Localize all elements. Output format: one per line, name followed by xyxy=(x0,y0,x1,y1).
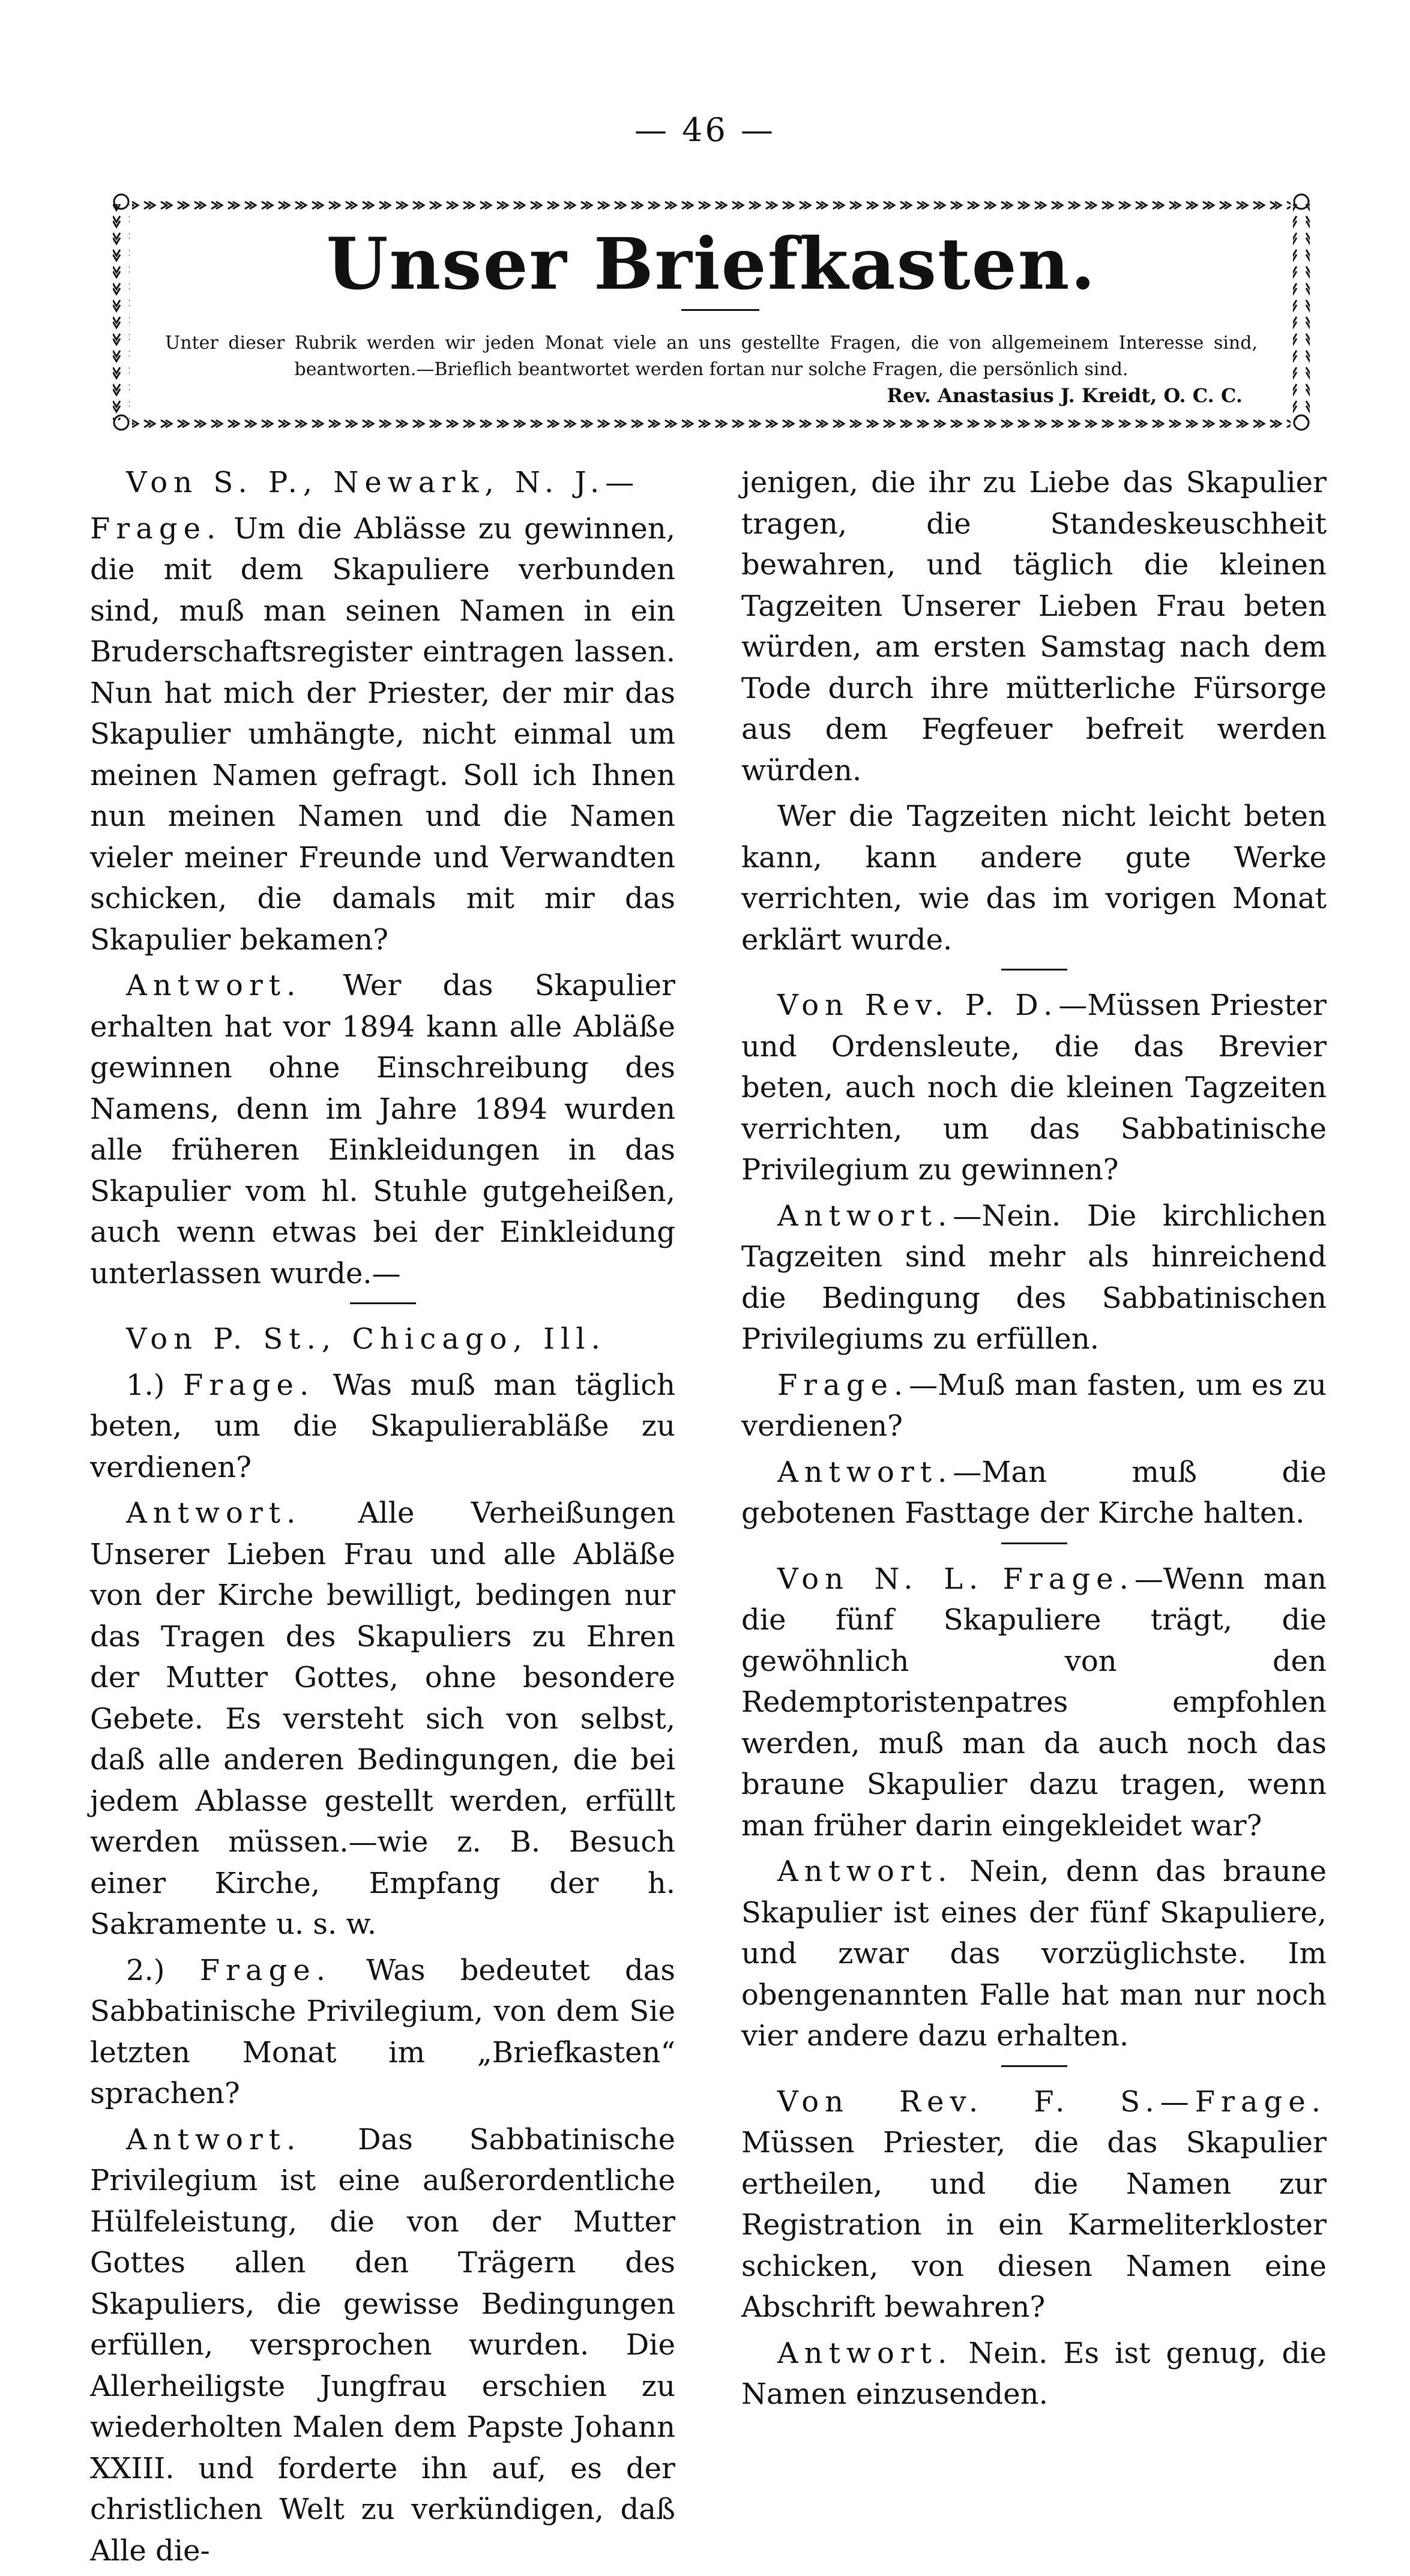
separator xyxy=(350,1302,416,1304)
answer-continued: jenigen, die ihr zu Liebe das Skapulier tragen, die Standeskeuschheit bewahren, und täglich die kleinen Tagzeiten Unserer Lieben Frau beten würden, am ersten Samstag nach dem Tode durch ihre mütterliche Fürsorge aus dem Fegfeuer befreit werden würden. xyxy=(741,466,1327,787)
right-column xyxy=(741,462,1327,2420)
answer: Antwort.—Nein. Die kirchlichen Tagzeiten sind mehr als hinreichend die Bedingung des Sabbatinischen Privilegiums zu erfüllen. xyxy=(741,1199,1327,1356)
page-title: Unser Briefkasten. xyxy=(326,222,1097,305)
answer: Antwort.—Man muß die gebotenen Fasttage der Kirche halten. xyxy=(741,1455,1327,1530)
question: Frage.—Muß man fasten, um es zu verdienen? xyxy=(741,1368,1327,1443)
text-columns xyxy=(90,462,1327,2568)
question: Frage. Um die Ablässe zu gewinnen, die mit dem Skapuliere verbunden sind, muß man seinen Namen in ein Bruderschaftsregister eintragen lassen. Nun hat mich der Priester, der mir das Skapulier umhängte, nicht einmal um meinen Namen gefragt. Soll ich Ihnen nun meinen Namen und die Namen vieler meiner Freunde und Verwandten schicken, die damals mit mir das Skapulier bekamen? xyxy=(90,511,675,957)
question: Von N. L. Frage.—Wenn man die fünf Skapuliere trägt, die gewöhnlich von den Redemptoristenpatres empfohlen werden, muß man da auch noch das braune Skapulier dazu tragen, wenn man früher darin eingekleidet war? xyxy=(741,1562,1327,1843)
page-number: — 46 — xyxy=(634,111,776,149)
answer: Antwort. Alle Verheißungen Unserer Lieben Frau und alle Abläße von der Kirche bewilligt, bedingen nur das Tragen des Skapuliers zu Ehren der Mutter Gottes, ohne besondere Gebete. Es versteht sich von selbst, daß alle anderen Bedingungen, die bei jedem Ablasse gestellt werden, erfüllt werden müssen.—wie z. B. Besuch einer Kirche, Empfang der h. Sakramente u. s. w. xyxy=(90,1496,675,1941)
question: 1.) Frage. Was muß man täglich beten, um die Skapulierabläße zu verdienen? xyxy=(90,1368,675,1484)
title-rule xyxy=(681,309,759,311)
answer: Antwort. Das Sabbatinische Privilegium ist eine außerordentliche Hülfeleistung, die von der Mutter Gottes allen den Trägern des Skapuliers, die gewisse Bedingungen erfüllen, versprochen wurden. Die Allerheiligste Jungfrau erschien zu wiederholten Malen dem Papste Johann XXIII. und forderte ihn auf, es der christlichen Welt zu verkündigen, daß Alle die- xyxy=(90,2122,675,2568)
answer: Antwort. Wer das Skapulier erhalten hat vor 1894 kann alle Abläße gewinnen ohne Einschreibung des Namens, denn im Jahre 1894 wurden alle früheren Einkleidungen in das Skapulier vom hl. Stuhle gutgeheißen, auch wenn etwas bei der Einkleidung unterlassen wurde.— xyxy=(90,969,675,1290)
answer: Antwort. Nein. Es ist genug, die Namen einzusenden. xyxy=(741,2336,1327,2411)
question: Von Rev. F. S.—Frage. Müssen Priester, die das Skapulier ertheilen, und die Namen zur Registration in ein Karmeliterkloster schicken, von diesen Namen eine Abschrift bewahren? xyxy=(741,2084,1327,2324)
separator xyxy=(1001,1542,1067,1544)
question: Von Rev. P. D.—Müssen Priester und Ordensleute, die das Brevier beten, auch noch die kleinen Tagzeiten verrichten, um das Sabbatinische Privilegium zu gewinnen? xyxy=(741,989,1327,1187)
left-column xyxy=(90,462,675,2576)
answer: Antwort. Nein, denn das braune Skapulier ist eines der fünf Skapuliere, und zwar das vorzüglichste. Im obengenannten Falle hat man nur noch vier andere dazu erhalten. xyxy=(741,1855,1327,2053)
editor-signature: Rev. Anastasius J. Kreidt, O. C. C. xyxy=(887,384,1243,407)
header-box xyxy=(108,180,1315,444)
intro-text: Unter dieser Rubrik werden wir jeden Monat viele an uns gestellte Fragen, die von allgemeinem Interesse sind, beantworten.—Brieflich beantwortet werden fortan nur solche Fragen, die persönlich sind. xyxy=(165,333,1258,380)
answer-continued: Wer die Tagzeiten nicht leicht beten kann, kann andere gute Werke verrichten, wie das im vorigen Monat erklärt wurde. xyxy=(741,799,1327,957)
letter-from: Von P. St., Chicago, Ill. xyxy=(126,1322,606,1356)
separator xyxy=(1001,2065,1067,2067)
separator xyxy=(1001,969,1067,971)
question: 2.) Frage. Was bedeutet das Sabbatinische Privilegium, von dem Sie letzten Monat im „Briefkasten“ sprachen? xyxy=(90,1953,676,2110)
letter-from: Von S. P., Newark, N. J.— xyxy=(126,466,640,499)
